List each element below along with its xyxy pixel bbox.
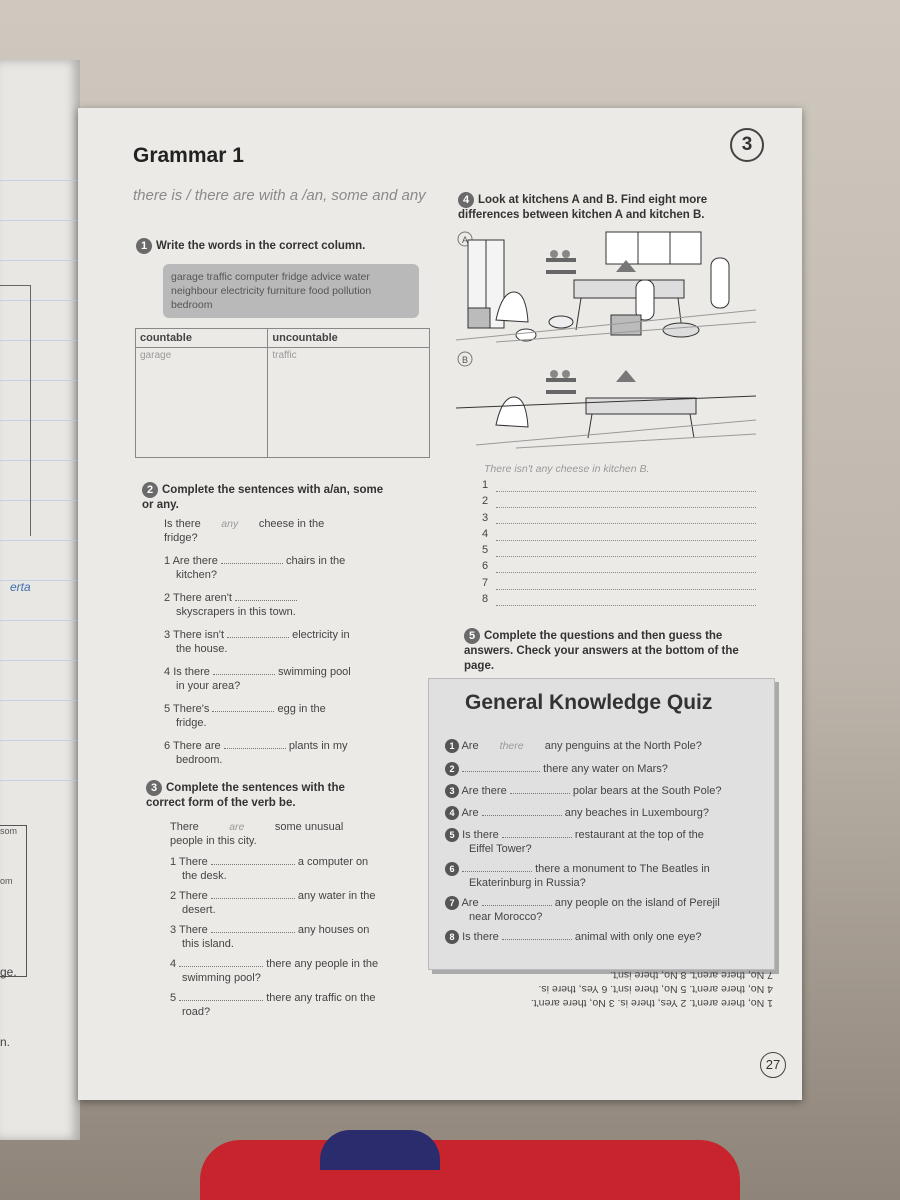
unit-number-badge: 3 (730, 128, 764, 162)
kitchen-a-label: A (461, 235, 469, 245)
ex2-item: 3 There isn't electricity in the house. (164, 629, 350, 655)
exercise-3-instruction: 3 Complete the sentences with the correct form of the verb be. (146, 782, 345, 809)
ex2-item: 4 Is there swimming pool in your area? (164, 666, 351, 692)
left-page-handwriting: erta (10, 580, 31, 594)
ex3-item: 2 There any water in the desert. (170, 890, 376, 916)
answer-blank[interactable] (179, 956, 263, 967)
exercise-1-number: 1 (136, 238, 152, 254)
ex2-items (164, 553, 404, 775)
answer-blank[interactable] (482, 805, 562, 816)
left-page-sketch (0, 285, 31, 536)
red-cloth (200, 1140, 740, 1200)
quiz-title: General Knowledge Quiz (465, 691, 713, 714)
quiz-item: 6 there a monument to The Beatles in Ekaterinburg in Russia? (445, 861, 765, 890)
quiz-answers-upside-down: 1 No, there aren't. 2 Yes, there is. 3 No, there aren't. 4 No, there aren't. 5 No, there isn't. 6 Yes, there is. 7 No, there aren't. 8 No, there isn't. (530, 969, 773, 1009)
answer-blank[interactable] (179, 990, 263, 1001)
uncountable-cell[interactable]: traffic (268, 348, 430, 458)
write-line (496, 506, 756, 508)
answer-blank[interactable] (221, 553, 283, 564)
write-line (496, 571, 756, 573)
ex4-line[interactable]: 5 (482, 544, 489, 557)
countable-table (135, 328, 430, 458)
ex2-item: 2 There aren't skyscrapers in this town. (164, 592, 296, 618)
ex3-item: 3 There any houses on this island. (170, 924, 370, 950)
ex4-line[interactable]: 7 (482, 576, 489, 589)
page-number: 27 (760, 1052, 786, 1078)
quiz-item: 5 Is there restaurant at the top of the Eiffel Tower? (445, 827, 765, 856)
ex2-item: 6 There are plants in my bedroom. (164, 740, 348, 766)
quiz-item: 4 Are any beaches in Luxembourg? (445, 805, 765, 820)
exercise-4-number: 4 (458, 192, 474, 208)
kitchen-b-picture (456, 350, 756, 450)
answer-blank[interactable] (224, 738, 286, 749)
ex4-line[interactable]: 4 (482, 527, 489, 540)
ex3-items (170, 854, 420, 1024)
ex2-item: 5 There's egg in the fridge. (164, 703, 326, 729)
section-subtitle: there is / there are with a /an, some and any (133, 187, 426, 204)
exercise-2-number: 2 (142, 482, 158, 498)
ex3-item: 1 There a computer on the desk. (170, 856, 369, 882)
exercise-1-instruction: 1 Write the words in the correct column. (136, 238, 365, 254)
ex3-item: 5 there any traffic on the road? (170, 992, 376, 1018)
ex4-line[interactable]: 1 (482, 479, 489, 491)
kitchen-a-picture (456, 230, 756, 345)
exercise-3-number: 3 (146, 780, 162, 796)
ex2-item: 1 Are there chairs in the kitchen? (164, 555, 346, 581)
left-page-text-2: n. (0, 1035, 11, 1049)
word-box: garage traffic computer fridge advice water neighbour electricity furniture food pollution bedroom (163, 264, 419, 318)
answer-blank[interactable] (510, 783, 570, 794)
ex3-item: 4 there any people in the swimming pool? (170, 958, 379, 984)
ex2-example: Is there any cheese in the fridge? (164, 518, 325, 544)
write-line (496, 555, 756, 557)
answer-blank[interactable] (213, 664, 275, 675)
answer-blank[interactable] (235, 590, 297, 601)
ex4-example: There isn't any cheese in kitchen B. (484, 463, 650, 475)
write-line (496, 522, 756, 524)
workbook-page (78, 108, 802, 1100)
exercise-5-instruction: 5 Complete the questions and then guess the answers. Check your answers at the bottom of the page. (464, 630, 739, 672)
kitchen-b-label: B (461, 355, 469, 365)
exercise-5-number: 5 (464, 628, 480, 644)
ex4-line[interactable]: 2 (482, 495, 489, 508)
answer-blank[interactable] (462, 761, 540, 772)
write-line (496, 604, 756, 606)
quiz-item: 7 Are any people on the island of Perejil near Morocco? (445, 895, 765, 924)
answer-blank[interactable] (211, 922, 295, 933)
uncountable-header: uncountable (268, 329, 430, 348)
ex4-line[interactable]: 8 (482, 593, 489, 606)
left-page-table: som om (0, 825, 27, 977)
quiz-box (428, 678, 775, 970)
countable-header: countable (136, 329, 268, 348)
countable-cell[interactable]: garage (136, 348, 268, 458)
write-line (496, 490, 756, 492)
answer-blank[interactable] (211, 888, 295, 899)
left-page-text-1: ge. (0, 965, 17, 979)
quiz-item: 8 Is there animal with only one eye? (445, 929, 765, 944)
exercise-2-instruction: 2 Complete the sentences with a/an, some or any. (142, 484, 384, 511)
answer-blank[interactable] (482, 895, 552, 906)
answer-blank[interactable] (211, 854, 295, 865)
left-page-edge (0, 60, 80, 1140)
answer-blank[interactable] (502, 929, 572, 940)
answer-blank[interactable] (462, 861, 532, 872)
ex4-line[interactable]: 3 (482, 511, 489, 524)
quiz-item: 1 Are there any penguins at the North Pole? (445, 739, 765, 753)
page-title: Grammar 1 (133, 144, 244, 167)
write-line (496, 588, 756, 590)
answer-blank[interactable] (212, 701, 274, 712)
quiz-item: 2 there any water on Mars? (445, 761, 765, 776)
write-line (496, 539, 756, 541)
answer-blank[interactable] (502, 827, 572, 838)
ex4-line[interactable]: 6 (482, 560, 489, 573)
exercise-4-instruction: 4 Look at kitchens A and B. Find eight more differences between kitchen A and kitchen B. (458, 194, 708, 221)
blue-cloth (320, 1130, 440, 1170)
answer-blank[interactable] (227, 627, 289, 638)
quiz-item: 3 Are there polar bears at the South Pole? (445, 783, 765, 798)
ex3-example: There are some unusual people in this city. (170, 821, 344, 847)
